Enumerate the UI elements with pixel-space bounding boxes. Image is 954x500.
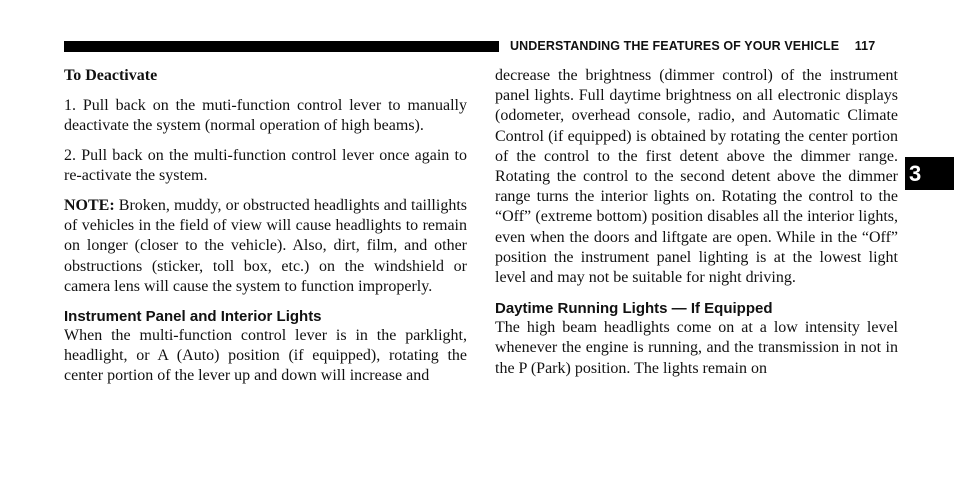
instrument-panel-continued: decrease the brightness (dimmer control) of the instrument panel lights. Full daytime brightness on all electronic displays (odometer, overhead console, radio, and Automatic Climate Control (if equipped) is obtained by rotating the center portion of the control to the first detent above the dimmer range. Rotating the control to the second detent above the dimmer range turns the interior lights on. Rotating the control to the “Off” (extreme bottom) position disables all the interior lights, even when the doors and liftgate are open. While in the “Off” position the instrument panel lighting is at the lowest light level and may not be suitable for night driving. xyxy=(495,67,898,287)
section-heading-instrument-panel: Instrument Panel and Interior Lights xyxy=(64,307,322,325)
right-column xyxy=(495,66,898,379)
note-label: NOTE: xyxy=(64,197,115,215)
header-rule xyxy=(64,41,499,52)
step-1: 1. Pull back on the muti-function control lever to manually deactivate the system (normal operation of high beams). xyxy=(64,97,467,135)
note-text: Broken, muddy, or obstructed headlights and taillights of vehicles in the field of view will cause headlights to remain on longer (closer to the vehicle). Also, dirt, film, and other obstructions (sticker, toll box, etc.) on the windshield or camera lens will cause the system to function improperly. xyxy=(64,197,467,295)
section-heading-drl: Daytime Running Lights — If Equipped xyxy=(495,300,773,318)
step-2: 2. Pull back on the multi-function control lever once again to re-activate the system. xyxy=(64,147,467,185)
instrument-panel-text: When the multi-function control lever is in the parklight, headlight, or A (Auto) position (if equipped), rotating the center portion of the lever up and down will increase and xyxy=(64,326,467,384)
left-column xyxy=(64,66,467,386)
note-paragraph xyxy=(64,196,467,297)
chapter-title: UNDERSTANDING THE FEATURES OF YOUR VEHICLE xyxy=(510,39,840,53)
running-head xyxy=(510,37,900,55)
chapter-tab: 3 xyxy=(905,157,954,190)
deactivate-heading: To Deactivate xyxy=(64,67,158,84)
drl-text: The high beam headlights come on at a low intensity level whenever the engine is running, and the transmission in not in the P (Park) position. The lights remain on xyxy=(495,319,898,377)
page-number: 117 xyxy=(854,39,876,53)
